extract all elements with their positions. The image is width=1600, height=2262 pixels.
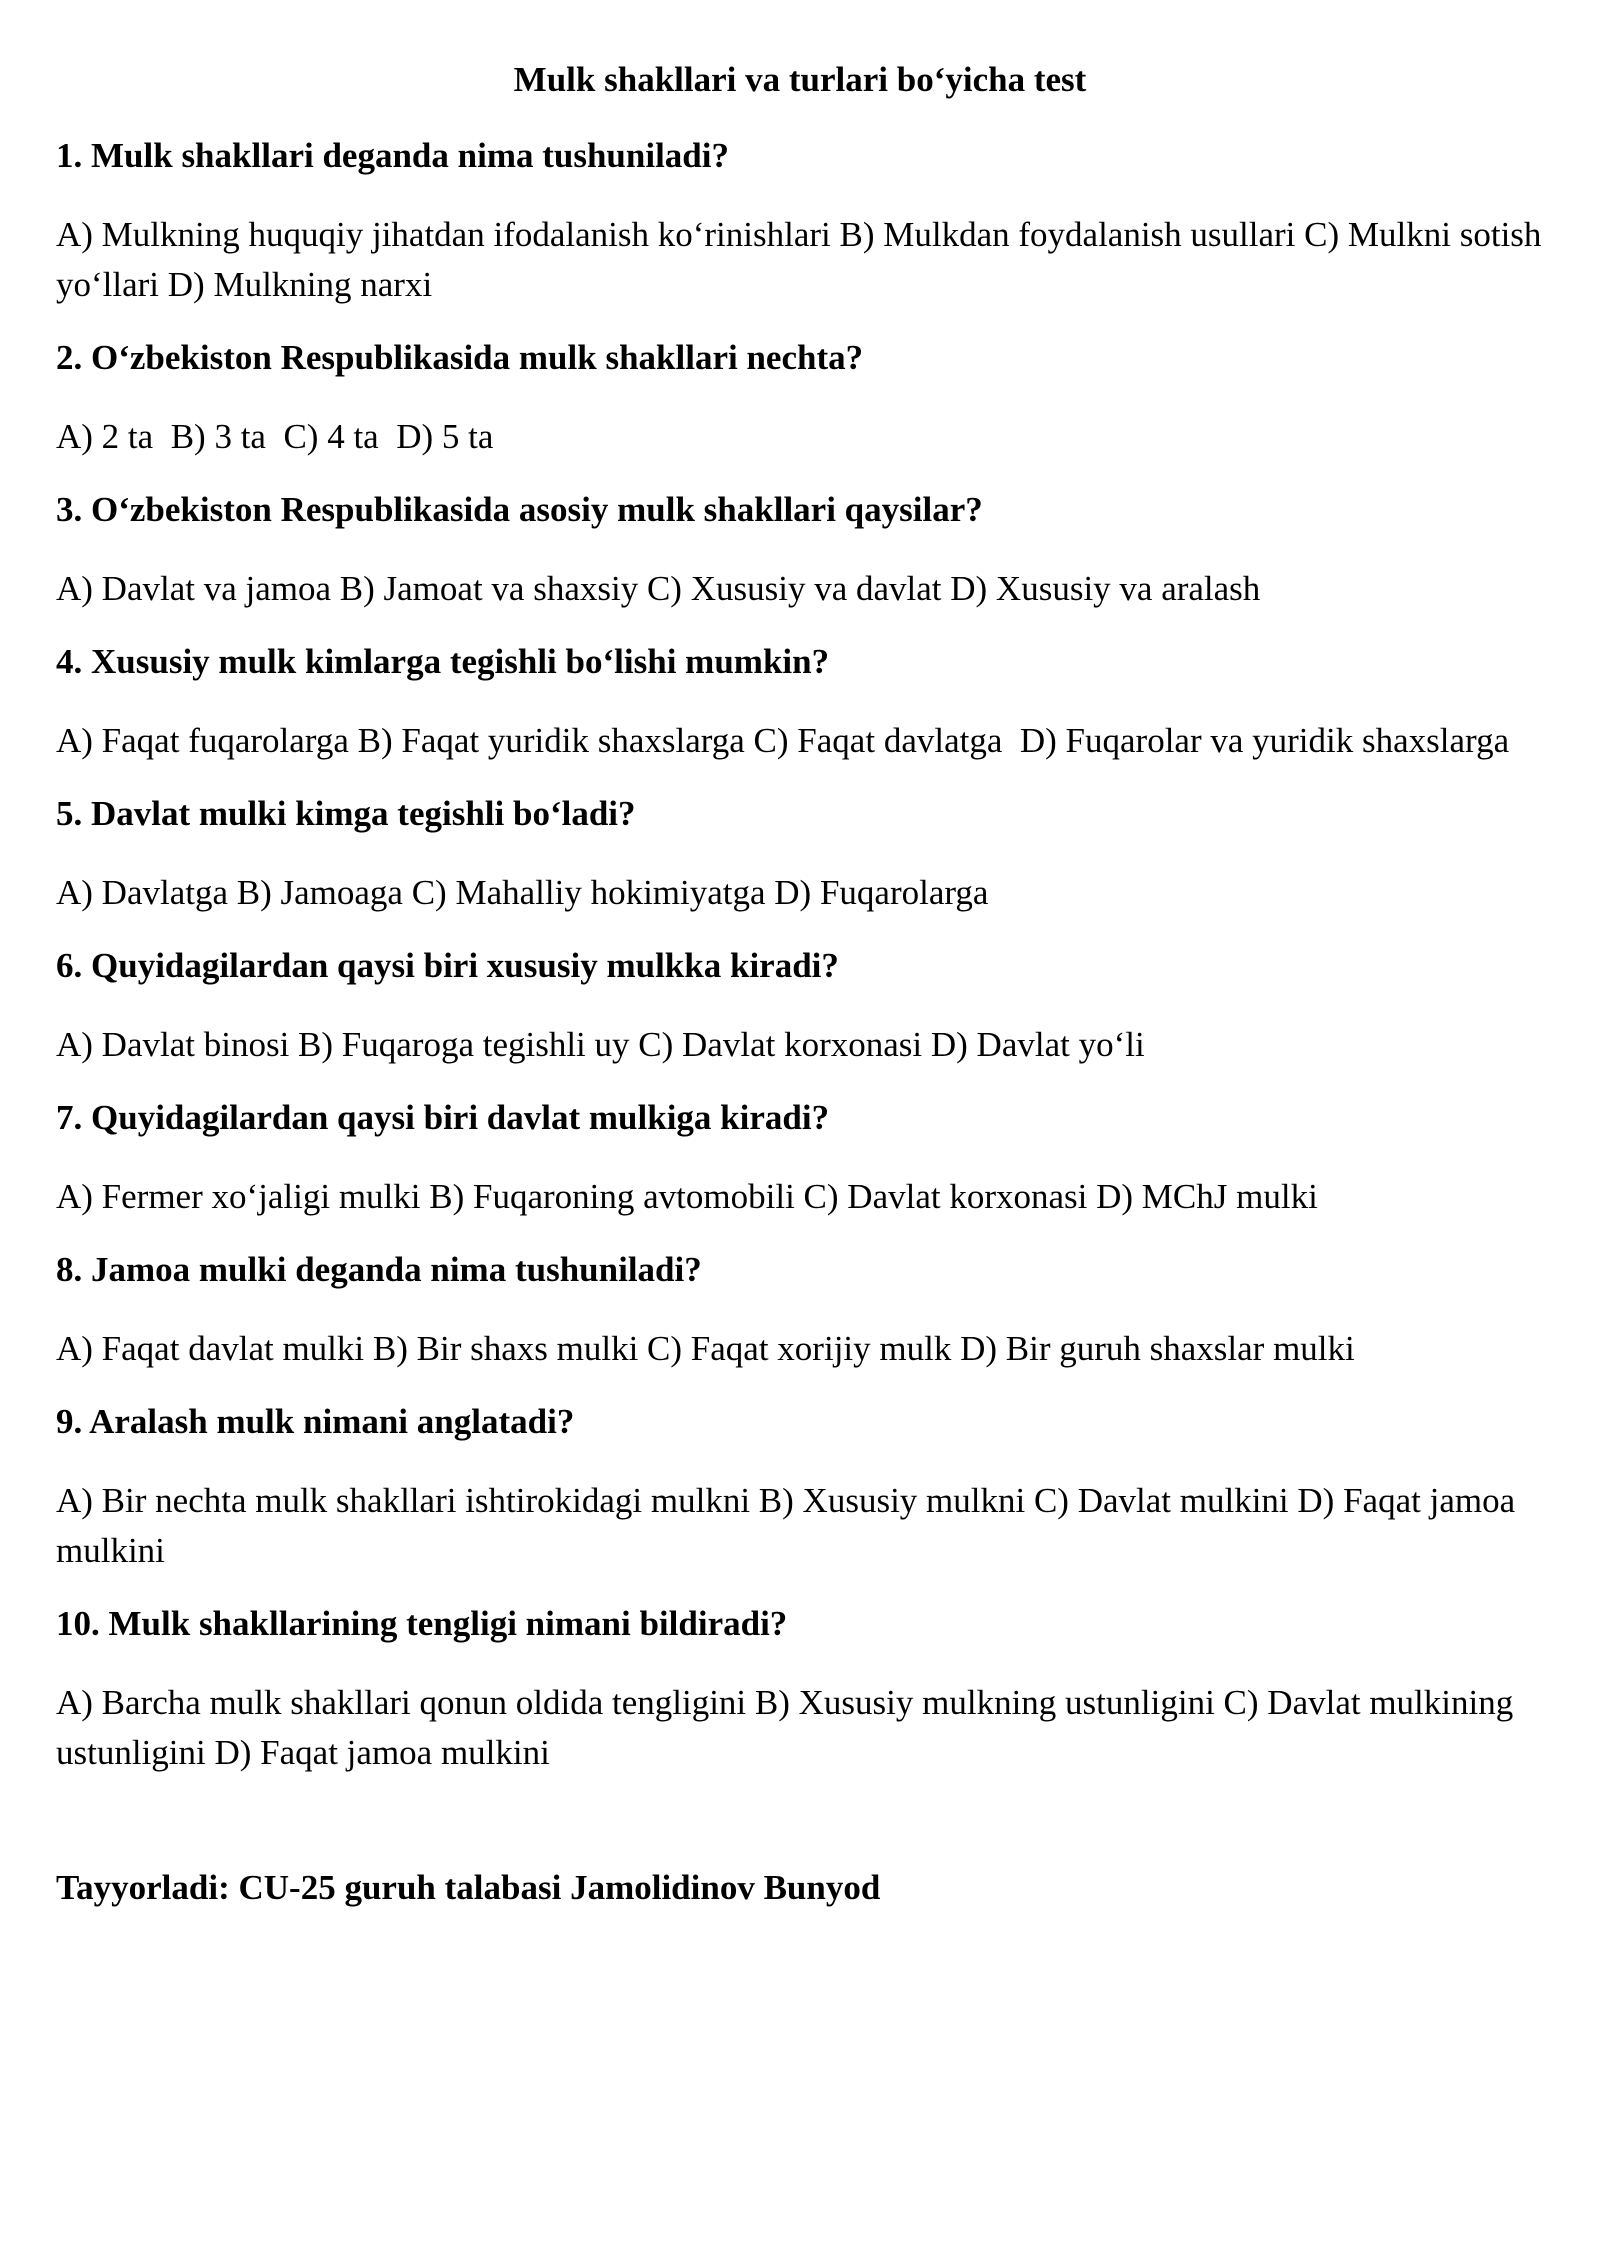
question-text: 3. O‘zbekiston Respublikasida asosiy mulk shakllari qaysilar? [56, 490, 983, 529]
question-text: 8. Jamoa mulki deganda nima tushuniladi? [56, 1250, 702, 1289]
question-text: 10. Mulk shakllarining tengligi nimani bildiradi? [56, 1604, 788, 1643]
question-block-6 [56, 944, 1544, 1070]
question-text: 7. Quyidagilardan qaysi biri davlat mulkiga kiradi? [56, 1098, 830, 1137]
question-text: 5. Davlat mulki kimga tegishli bo‘ladi? [56, 794, 636, 833]
question-text: 6. Quyidagilardan qaysi biri xususiy mulkka kiradi? [56, 946, 839, 985]
answer-options: A) Barcha mulk shakllari qonun oldida tengligini B) Xususiy mulkning ustunligini C) Davlat mulkining ustunligini D) Faqat jamoa mulkini [56, 1683, 1522, 1772]
question-text: 2. O‘zbekiston Respublikasida mulk shakllari nechta? [56, 338, 864, 377]
question-block-3 [56, 488, 1544, 614]
answer-options: A) Fermer xo‘jaligi mulki B) Fuqaroning avtomobili C) Davlat korxonasi D) MChJ mulki [56, 1177, 1318, 1216]
answer-options: A) Mulkning huquqiy jihatdan ifodalanish ko‘rinishlari B) Mulkdan foydalanish usullari C) Mulkni sotish yo‘llari D) Mulkning narxi [56, 215, 1551, 304]
question-block-4 [56, 640, 1544, 766]
question-block-9 [56, 1400, 1544, 1576]
answer-options: A) Davlat va jamoa B) Jamoat va shaxsiy C) Xususiy va davlat D) Xususiy va aralash [56, 569, 1261, 608]
answer-options: A) Davlat binosi B) Fuqaroga tegishli uy C) Davlat korxonasi D) Davlat yo‘li [56, 1025, 1145, 1064]
question-block-8 [56, 1248, 1544, 1374]
question-text: 9. Aralash mulk nimani anglatadi? [56, 1402, 575, 1441]
question-block-10 [56, 1602, 1544, 1778]
question-block-5 [56, 792, 1544, 918]
answer-options: A) Bir nechta mulk shakllari ishtirokidagi mulkni B) Xususiy mulkni C) Davlat mulkini D) Faqat jamoa mulkini [56, 1481, 1524, 1570]
question-block-2 [56, 336, 1544, 462]
answer-options: A) Davlatga B) Jamoaga C) Mahalliy hokimiyatga D) Fuqarolarga [56, 873, 989, 912]
answer-options: A) Faqat davlat mulki B) Bir shaxs mulki C) Faqat xorijiy mulk D) Bir guruh shaxslar mulki [56, 1329, 1355, 1368]
question-block-1 [56, 134, 1551, 310]
answer-options: A) 2 ta B) 3 ta C) 4 ta D) 5 ta [56, 417, 494, 456]
question-text: 1. Mulk shakllari deganda nima tushuniladi? [56, 136, 729, 175]
answer-options: A) Faqat fuqarolarga B) Faqat yuridik shaxslarga C) Faqat davlatga D) Fuqarolar va yuridik shaxslarga [56, 721, 1510, 760]
question-text: 4. Xususiy mulk kimlarga tegishli bo‘lishi mumkin? [56, 642, 830, 681]
author-line: Tayyorladi: CU-25 guruh talabasi Jamolidinov Bunyod [56, 1868, 881, 1907]
page-title: Mulk shakllari va turlari bo‘yicha test [513, 60, 1087, 99]
question-block-7 [56, 1096, 1544, 1222]
